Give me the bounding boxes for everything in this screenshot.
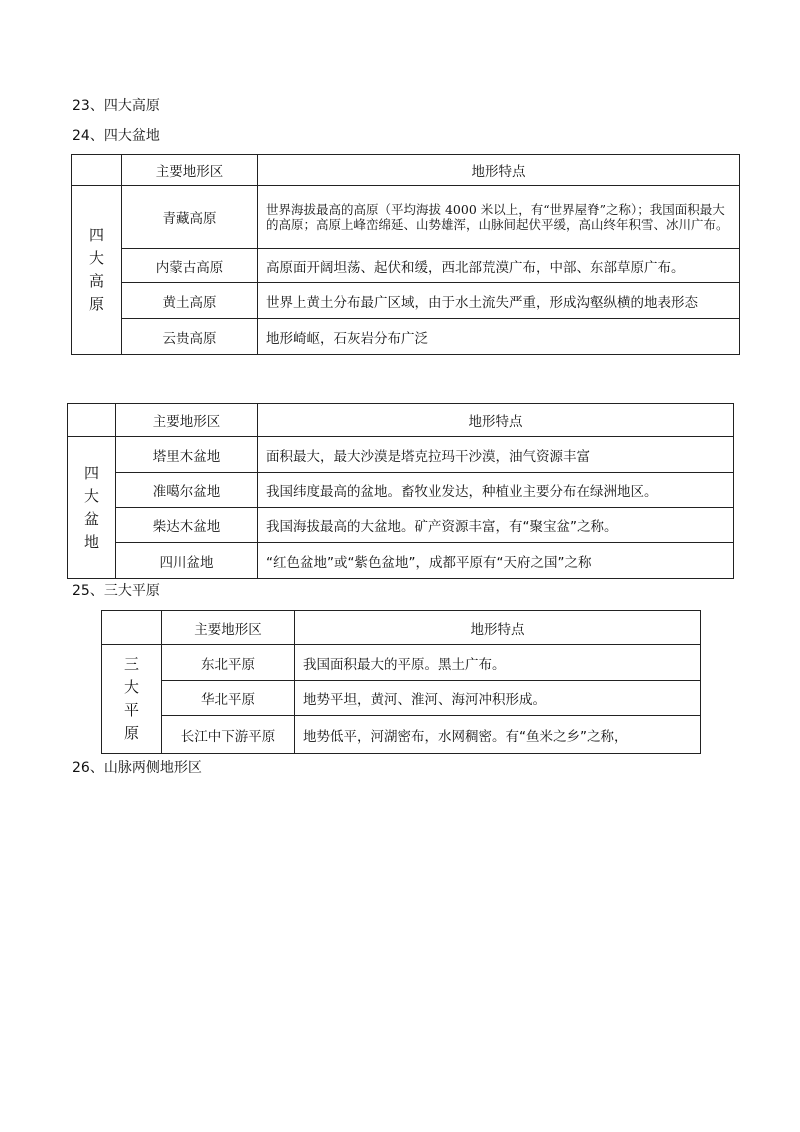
plains-table [101,610,701,754]
region-name: 准噶尔盆地 [116,473,258,508]
column-header-region: 主要地形区 [122,155,258,186]
region-description: 面积最大，最大沙漠是塔克拉玛干沙漠，油气资源丰富 [258,437,734,473]
region-description: 我国面积最大的平原。黑土广布。 [295,645,701,681]
region-name: 黄土高原 [122,283,258,319]
region-description: 地形崎岖，石灰岩分布广泛 [258,319,740,355]
table-header-row [68,404,734,437]
column-header-features: 地形特点 [258,404,734,437]
heading-24: 24、四大盆地 [72,128,160,144]
heading-26: 26、山脉两侧地形区 [72,760,202,776]
region-name: 东北平原 [162,645,295,681]
region-description: “红色盆地”或“紫色盆地”，成都平原有“天府之国”之称 [258,543,734,579]
region-name: 内蒙古高原 [122,249,258,283]
region-description: 地势低平，河湖密布，水网稠密。有“鱼米之乡”之称， [295,716,701,754]
table-header-row [72,155,740,186]
column-header-features: 地形特点 [295,611,701,645]
corner-cell [102,611,162,645]
column-header-region: 主要地形区 [116,404,258,437]
region-name: 柴达木盆地 [116,508,258,543]
corner-cell [68,404,116,437]
region-name: 华北平原 [162,681,295,716]
region-name: 四川盆地 [116,543,258,579]
table-header-row [102,611,701,645]
region-name: 云贵高原 [122,319,258,355]
table-row [72,319,740,355]
group-label: 四大盆地 [83,463,99,551]
column-header-region: 主要地形区 [162,611,295,645]
table-row [68,508,734,543]
table-row [68,543,734,579]
region-description: 我国纬度最高的盆地。畜牧业发达，种植业主要分布在绿洲地区。 [258,473,734,508]
region-description: 地势平坦，黄河、淮河、海河冲积形成。 [295,681,701,716]
region-description: 高原面开阔坦荡、起伏和缓，西北部荒漠广布，中部、东部草原广布。 [258,249,740,283]
region-name: 青藏高原 [122,186,258,249]
table-row [72,283,740,319]
table-row [72,186,740,249]
table-row [102,716,701,754]
table-row [68,473,734,508]
group-label-cell [68,437,116,579]
heading-23: 23、四大高原 [72,98,160,114]
basins-table [67,403,734,579]
plateaus-table [71,154,740,355]
table-row [72,249,740,283]
region-name: 长江中下游平原 [162,716,295,754]
column-header-features: 地形特点 [258,155,740,186]
heading-25: 25、三大平原 [72,583,160,599]
corner-cell [72,155,122,186]
table-row [102,681,701,716]
group-label-cell [102,645,162,754]
table-row [102,645,701,681]
group-label-cell [72,186,122,355]
table-row [68,437,734,473]
region-description: 我国海拔最高的大盆地。矿产资源丰富，有“聚宝盆”之称。 [258,508,734,543]
region-name: 塔里木盆地 [116,437,258,473]
region-description: 世界海拔最高的高原（平均海拔 4000 米以上，有“世界屋脊”之称）；我国面积最大的高原；高原上峰峦绵延、山势雄浑，山脉间起伏平缓，高山终年积雪、冰川广布。 [258,186,740,249]
group-label: 四大高原 [88,226,104,313]
region-description: 世界上黄土分布最广区域，由于水土流失严重，形成沟壑纵横的地表形态 [258,283,740,319]
group-label: 三大平原 [123,655,139,742]
